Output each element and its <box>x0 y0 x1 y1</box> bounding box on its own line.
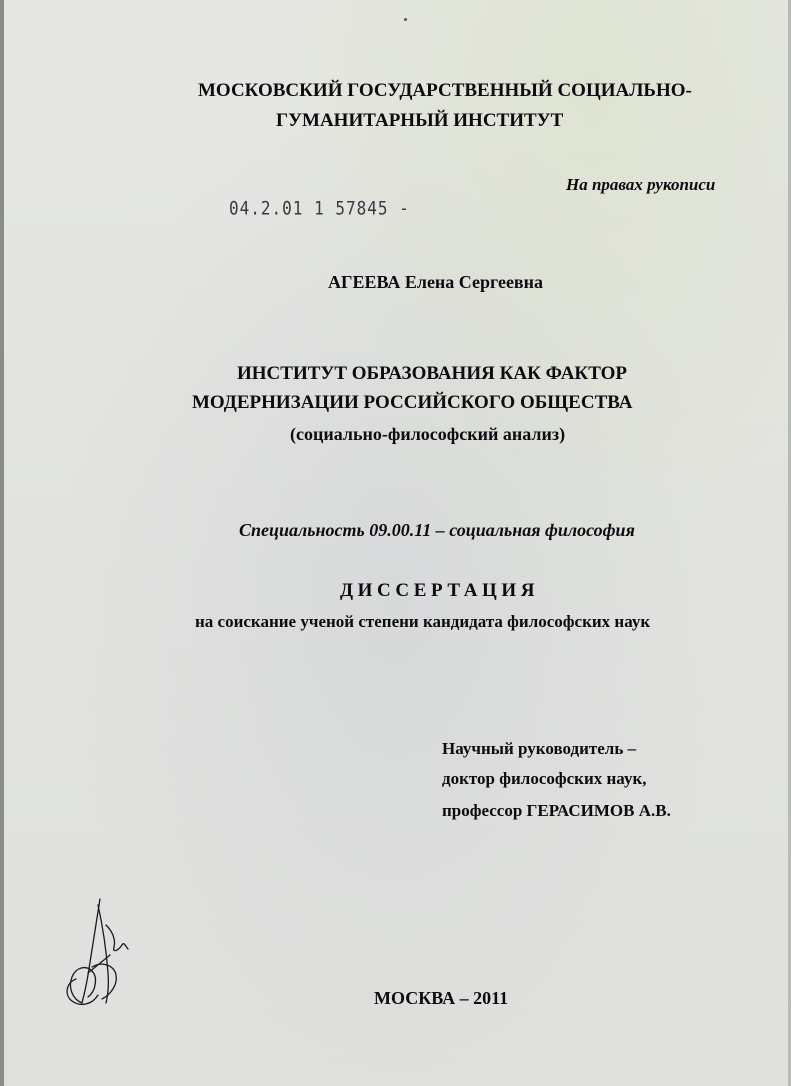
scan-edge-left <box>0 0 4 1086</box>
degree-statement: на соискание ученой степени кандидата философских наук <box>195 612 651 631</box>
scan-speck <box>404 18 407 21</box>
supervisor-label: Научный руководитель – <box>442 739 637 758</box>
manuscript-note: На правах рукописи <box>566 175 716 194</box>
supervisor-name: профессор ГЕРАСИМОВ А.В. <box>442 801 671 820</box>
speciality: Специальность 09.00.11 – социальная философия <box>239 520 635 540</box>
institute-name-line1: МОСКОВСКИЙ ГОСУДАРСТВЕННЫЙ СОЦИАЛЬНО- <box>198 80 692 101</box>
dissertation-title-line1: ИНСТИТУТ ОБРАЗОВАНИЯ КАК ФАКТОР <box>237 363 628 384</box>
dissertation-subtitle: (социально-философский анализ) <box>290 424 566 444</box>
supervisor-degree: доктор философских наук, <box>442 769 647 788</box>
handwritten-signature <box>62 895 142 1010</box>
archive-number-stamp: 04.2.01 1 57845 - <box>229 197 410 219</box>
city-year: МОСКВА – 2011 <box>374 988 509 1008</box>
dissertation-title-line2: МОДЕРНИЗАЦИИ РОССИЙСКОГО ОБЩЕСТВА <box>192 392 633 413</box>
document-type: ДИССЕРТАЦИЯ <box>340 580 540 601</box>
institute-name-line2: ГУМАНИТАРНЫЙ ИНСТИТУТ <box>276 110 564 131</box>
author-name: АГЕЕВА Елена Сергеевна <box>328 272 544 292</box>
